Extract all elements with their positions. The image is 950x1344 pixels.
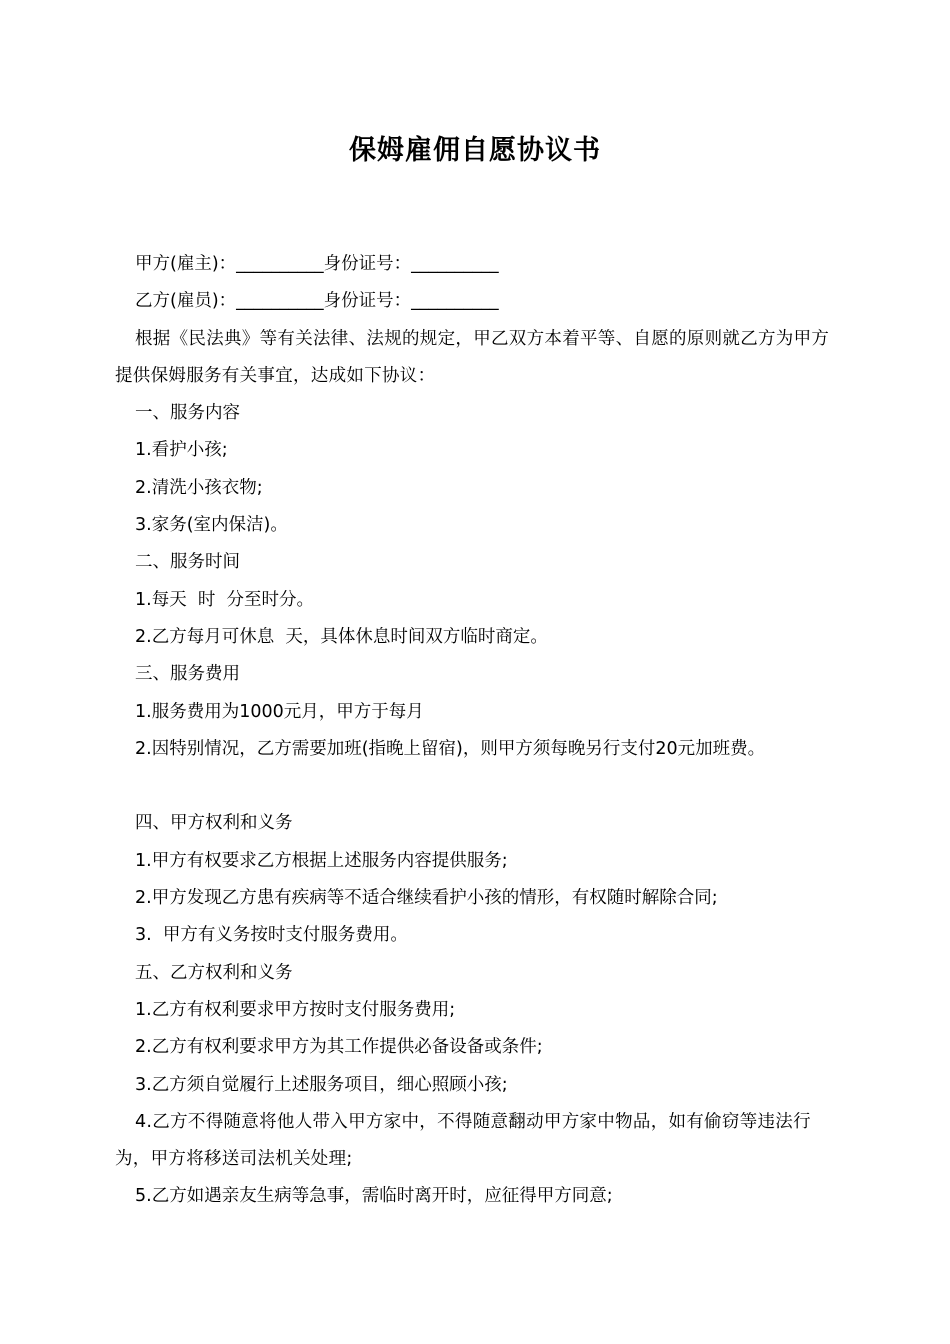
list-item: 5.乙方如遇亲友生病等急事，需临时离开时，应征得甲方同意;	[135, 1186, 613, 1207]
section-heading-service-fee: 三、服务费用	[135, 664, 240, 685]
list-item: 2.乙方每月可休息 天，具体休息时间双方临时商定。	[135, 626, 548, 647]
party-b-line: 乙方(雇员)：__________身份证号：__________	[135, 291, 499, 312]
list-item: 2.乙方有权利要求甲方为其工作提供必备设备或条件;	[135, 1037, 543, 1058]
list-item: 1.甲方有权要求乙方根据上述服务内容提供服务;	[135, 850, 508, 871]
preamble-paragraph: 根据《民法典》等有关法律、法规的规定，甲乙双方本着平等、自愿的原则就乙方为甲方提供保姆服务有关事宜，达成如下协议：	[115, 328, 830, 386]
blank-line	[115, 768, 837, 805]
document-title: 保姆雇佣自愿协议书	[349, 135, 601, 166]
list-item: 2.甲方发现乙方患有疾病等不适合继续看护小孩的情形，有权随时解除合同;	[135, 888, 718, 909]
list-item: 2.因特别情况，乙方需要加班(指晚上留宿)，则甲方须每晚另行支付20元加班费。	[135, 738, 766, 759]
section-heading-service-time: 二、服务时间	[135, 552, 240, 573]
list-item: 3.乙方须自觉履行上述服务项目，细心照顾小孩;	[135, 1074, 508, 1095]
list-item: 1.乙方有权利要求甲方按时支付服务费用;	[135, 999, 456, 1020]
list-item: 1.服务费用为1000元月，甲方于每月	[135, 701, 424, 722]
section-heading-service-content: 一、服务内容	[135, 403, 240, 424]
list-item: 3. 甲方有义务按时支付服务费用。	[135, 925, 408, 946]
section-heading-party-a-rights: 四、甲方权利和义务	[135, 813, 293, 834]
list-item: 4.乙方不得随意将他人带入甲方家中，不得随意翻动甲方家中物品，如有偷窃等违法行为，甲方将移送司法机关处理;	[115, 1111, 811, 1170]
list-item: 2.清洗小孩衣物;	[135, 477, 263, 498]
document-body	[115, 246, 837, 1216]
list-item: 3.家务(室内保洁)。	[135, 515, 288, 536]
party-a-line: 甲方(雇主)：__________身份证号：__________	[135, 254, 499, 274]
list-item: 1.看护小孩;	[135, 440, 228, 461]
section-heading-party-b-rights: 五、乙方权利和义务	[135, 962, 293, 983]
list-item: 1.每天 时 分至时分。	[135, 589, 314, 610]
